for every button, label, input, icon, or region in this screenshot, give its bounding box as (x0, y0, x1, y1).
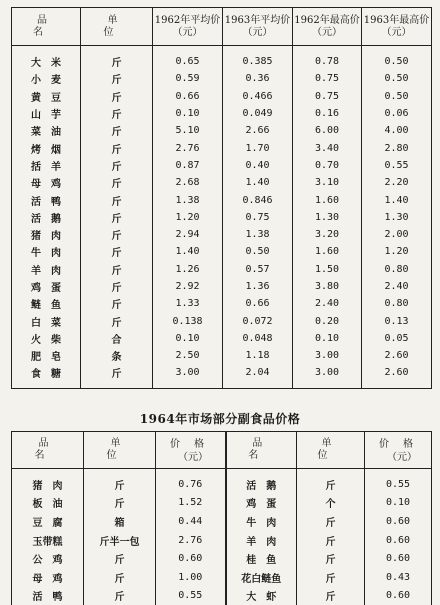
cell-avg-1963: 2.66 (223, 122, 293, 139)
cell-avg-1963: 1.36 (223, 278, 293, 295)
cell-avg-1963: 0.75 (223, 209, 293, 226)
cell-unit: 斤 (84, 568, 156, 587)
table-row (12, 122, 432, 139)
cell-max-1963: 4.00 (362, 122, 432, 139)
cell-avg-1962: 0.10 (153, 105, 223, 122)
cell-item-name: 鲢 鱼 (12, 295, 81, 312)
table-row (12, 549, 432, 568)
cell-max-1963: 0.05 (362, 330, 432, 347)
cell-max-1962: 0.20 (293, 312, 362, 329)
cell-item-name: 食 糖 (12, 364, 81, 388)
table-row (12, 105, 432, 122)
cell-avg-1963: 0.66 (223, 295, 293, 312)
cell-max-1962: 1.50 (293, 261, 362, 278)
cell-max-1963: 0.13 (362, 312, 432, 329)
cell-max-1963: 2.60 (362, 364, 432, 388)
cell-item-name: 活 鸭 (12, 587, 84, 605)
cell-item-name: 鸡 蛋 (226, 494, 297, 513)
cell-unit: 斤 (81, 226, 153, 243)
cell-unit: 斤 (297, 568, 365, 587)
table-row (12, 295, 432, 312)
cell-max-1963: 1.30 (362, 209, 432, 226)
cell-avg-1962: 2.92 (153, 278, 223, 295)
cell-max-1962: 2.40 (293, 295, 362, 312)
header-unit: 单 位 (84, 432, 156, 469)
cell-item-name: 牛 肉 (12, 243, 81, 260)
table-row (12, 139, 432, 156)
cell-unit: 斤 (81, 105, 153, 122)
table-row (12, 330, 432, 347)
table-row (12, 494, 432, 513)
cell-max-1962: 3.00 (293, 347, 362, 364)
cell-avg-1962: 5.10 (153, 122, 223, 139)
header-avg-1962: 1962年平均价 （元） (153, 8, 223, 46)
cell-price: 0.55 (156, 587, 226, 605)
cell-price: 2.76 (156, 531, 226, 550)
cell-max-1963: 1.40 (362, 191, 432, 208)
cell-unit: 斤 (297, 587, 365, 605)
cell-item-name: 黄 豆 (12, 88, 81, 105)
cell-avg-1962: 2.68 (153, 174, 223, 191)
cell-unit: 斤 (81, 157, 153, 174)
cell-max-1963: 2.80 (362, 139, 432, 156)
cell-price: 0.60 (365, 512, 432, 531)
cell-avg-1962: 2.94 (153, 226, 223, 243)
cell-avg-1963: 0.466 (223, 88, 293, 105)
header-max-1963: 1963年最高价 （元） (362, 8, 432, 46)
table-row (12, 226, 432, 243)
table-row (12, 70, 432, 87)
cell-unit: 箱 (84, 512, 156, 531)
cell-max-1962: 1.60 (293, 243, 362, 260)
cell-max-1963: 1.20 (362, 243, 432, 260)
table-row (12, 209, 432, 226)
cell-max-1962: 0.75 (293, 70, 362, 87)
cell-avg-1963: 0.048 (223, 330, 293, 347)
cell-unit: 斤 (84, 549, 156, 568)
table1-body (12, 46, 432, 389)
header-max-1962: 1962年最高价 （元） (293, 8, 362, 46)
cell-unit: 斤 (81, 122, 153, 139)
cell-item-name: 活 鹅 (226, 469, 297, 494)
cell-avg-1963: 1.70 (223, 139, 293, 156)
cell-unit: 斤 (81, 278, 153, 295)
header-item-name: 品 名 (12, 8, 81, 46)
cell-item-name: 公 鸡 (12, 549, 84, 568)
table-row (12, 587, 432, 605)
cell-max-1963: 0.80 (362, 295, 432, 312)
cell-max-1963: 0.50 (362, 88, 432, 105)
cell-max-1962: 0.70 (293, 157, 362, 174)
cell-max-1962: 3.10 (293, 174, 362, 191)
cell-avg-1962: 1.40 (153, 243, 223, 260)
table-row (12, 243, 432, 260)
header-avg-1963: 1963年平均价 （元） (223, 8, 293, 46)
cell-unit: 斤 (81, 191, 153, 208)
cell-avg-1962: 0.66 (153, 88, 223, 105)
cell-max-1962: 6.00 (293, 122, 362, 139)
cell-unit: 斤 (297, 512, 365, 531)
cell-max-1962: 0.78 (293, 46, 362, 71)
cell-unit: 斤 (84, 469, 156, 494)
cell-max-1963: 0.80 (362, 261, 432, 278)
table2-header (12, 432, 432, 469)
cell-price: 1.00 (156, 568, 226, 587)
cell-price: 1.52 (156, 494, 226, 513)
header-unit: 单 位 (297, 432, 365, 469)
cell-avg-1962: 1.26 (153, 261, 223, 278)
cell-max-1963: 2.00 (362, 226, 432, 243)
cell-price: 0.60 (365, 549, 432, 568)
table1-header (12, 8, 432, 46)
cell-unit: 斤 (81, 46, 153, 71)
cell-max-1962: 3.20 (293, 226, 362, 243)
table-row (12, 278, 432, 295)
cell-avg-1963: 1.40 (223, 174, 293, 191)
cell-avg-1963: 0.40 (223, 157, 293, 174)
cell-unit: 斤 (297, 549, 365, 568)
cell-item-name: 小 麦 (12, 70, 81, 87)
table2-body (12, 469, 432, 605)
cell-avg-1962: 0.138 (153, 312, 223, 329)
cell-item-name: 玉带糕 (12, 531, 84, 550)
cell-avg-1962: 2.50 (153, 347, 223, 364)
table-row (12, 364, 432, 388)
cell-item-name: 括 羊 (12, 157, 81, 174)
cell-unit: 斤 (81, 261, 153, 278)
cell-avg-1962: 0.65 (153, 46, 223, 71)
cell-price: 0.10 (365, 494, 432, 513)
cell-unit: 斤 (81, 139, 153, 156)
table-row (12, 512, 432, 531)
table-row (12, 261, 432, 278)
cell-item-name: 白 菜 (12, 312, 81, 329)
cell-item-name: 菜 油 (12, 122, 81, 139)
cell-avg-1962: 0.10 (153, 330, 223, 347)
cell-unit: 斤 (81, 312, 153, 329)
cell-item-name: 猪 肉 (12, 469, 84, 494)
cell-avg-1963: 0.072 (223, 312, 293, 329)
table-row (12, 469, 432, 494)
cell-unit: 斤 (84, 494, 156, 513)
cell-avg-1963: 0.385 (223, 46, 293, 71)
cell-max-1963: 2.60 (362, 347, 432, 364)
cell-item-name: 肥 皂 (12, 347, 81, 364)
table-row (12, 568, 432, 587)
cell-max-1962: 3.00 (293, 364, 362, 388)
cell-max-1963: 0.50 (362, 46, 432, 71)
cell-avg-1963: 0.50 (223, 243, 293, 260)
cell-item-name: 母 鸡 (12, 568, 84, 587)
cell-max-1963: 0.50 (362, 70, 432, 87)
cell-item-name: 山 芋 (12, 105, 81, 122)
cell-avg-1962: 1.33 (153, 295, 223, 312)
cell-max-1963: 2.40 (362, 278, 432, 295)
cell-unit: 合 (81, 330, 153, 347)
cell-avg-1963: 0.36 (223, 70, 293, 87)
cell-price: 0.60 (365, 531, 432, 550)
cell-item-name: 猪 肉 (12, 226, 81, 243)
price-table-1962-1963 (11, 7, 432, 389)
cell-unit: 斤 (297, 469, 365, 494)
header-price: 价格 （元） (365, 432, 432, 469)
cell-avg-1962: 1.38 (153, 191, 223, 208)
cell-unit: 个 (297, 494, 365, 513)
cell-unit: 斤 (84, 587, 156, 605)
cell-price: 0.55 (365, 469, 432, 494)
cell-price: 0.60 (156, 549, 226, 568)
cell-unit: 斤 (81, 174, 153, 191)
header-price: 价格 （元） (156, 432, 226, 469)
cell-item-name: 豆 腐 (12, 512, 84, 531)
cell-item-name: 活 鹅 (12, 209, 81, 226)
cell-item-name: 大 虾 (226, 587, 297, 605)
cell-unit: 斤 (81, 209, 153, 226)
cell-unit: 斤 (81, 295, 153, 312)
cell-max-1963: 0.06 (362, 105, 432, 122)
cell-item-name: 羊 肉 (12, 261, 81, 278)
header-unit: 单 位 (81, 8, 153, 46)
cell-avg-1962: 3.00 (153, 364, 223, 388)
cell-unit: 条 (81, 347, 153, 364)
cell-price: 0.44 (156, 512, 226, 531)
cell-avg-1963: 0.846 (223, 191, 293, 208)
cell-item-name: 羊 肉 (226, 531, 297, 550)
table-row (12, 347, 432, 364)
cell-max-1962: 0.10 (293, 330, 362, 347)
cell-unit: 斤 (81, 243, 153, 260)
table-row (12, 531, 432, 550)
cell-max-1962: 3.80 (293, 278, 362, 295)
cell-item-name: 大 米 (12, 46, 81, 71)
cell-max-1962: 1.60 (293, 191, 362, 208)
cell-max-1962: 0.16 (293, 105, 362, 122)
section-title-1964: 1964年市场部分副食品价格 (0, 410, 440, 427)
cell-avg-1963: 2.04 (223, 364, 293, 388)
cell-item-name: 桂 鱼 (226, 549, 297, 568)
price-table-1964 (11, 431, 432, 605)
table-row (12, 312, 432, 329)
cell-item-name: 母 鸡 (12, 174, 81, 191)
cell-item-name: 花白鲢鱼 (226, 568, 297, 587)
cell-price: 0.76 (156, 469, 226, 494)
cell-price: 0.60 (365, 587, 432, 605)
cell-item-name: 活 鸭 (12, 191, 81, 208)
header-item-name: 品 名 (12, 432, 84, 469)
cell-avg-1963: 0.049 (223, 105, 293, 122)
cell-unit: 斤 (81, 364, 153, 388)
cell-item-name: 火 柴 (12, 330, 81, 347)
table-row (12, 191, 432, 208)
cell-avg-1962: 0.87 (153, 157, 223, 174)
cell-price: 0.43 (365, 568, 432, 587)
cell-item-name: 鸡 蛋 (12, 278, 81, 295)
cell-unit: 斤半一包 (84, 531, 156, 550)
cell-unit: 斤 (297, 531, 365, 550)
table-row (12, 174, 432, 191)
cell-avg-1963: 1.18 (223, 347, 293, 364)
cell-avg-1963: 0.57 (223, 261, 293, 278)
table-row (12, 46, 432, 71)
cell-max-1962: 0.75 (293, 88, 362, 105)
cell-unit: 斤 (81, 88, 153, 105)
cell-avg-1962: 2.76 (153, 139, 223, 156)
cell-max-1963: 0.55 (362, 157, 432, 174)
cell-avg-1962: 1.20 (153, 209, 223, 226)
cell-unit: 斤 (81, 70, 153, 87)
cell-item-name: 烤 烟 (12, 139, 81, 156)
cell-avg-1962: 0.59 (153, 70, 223, 87)
table-row (12, 88, 432, 105)
header-item-name: 品 名 (226, 432, 297, 469)
cell-max-1963: 2.20 (362, 174, 432, 191)
cell-max-1962: 3.40 (293, 139, 362, 156)
cell-item-name: 牛 肉 (226, 512, 297, 531)
cell-item-name: 板 油 (12, 494, 84, 513)
table-row (12, 157, 432, 174)
cell-avg-1963: 1.38 (223, 226, 293, 243)
cell-max-1962: 1.30 (293, 209, 362, 226)
